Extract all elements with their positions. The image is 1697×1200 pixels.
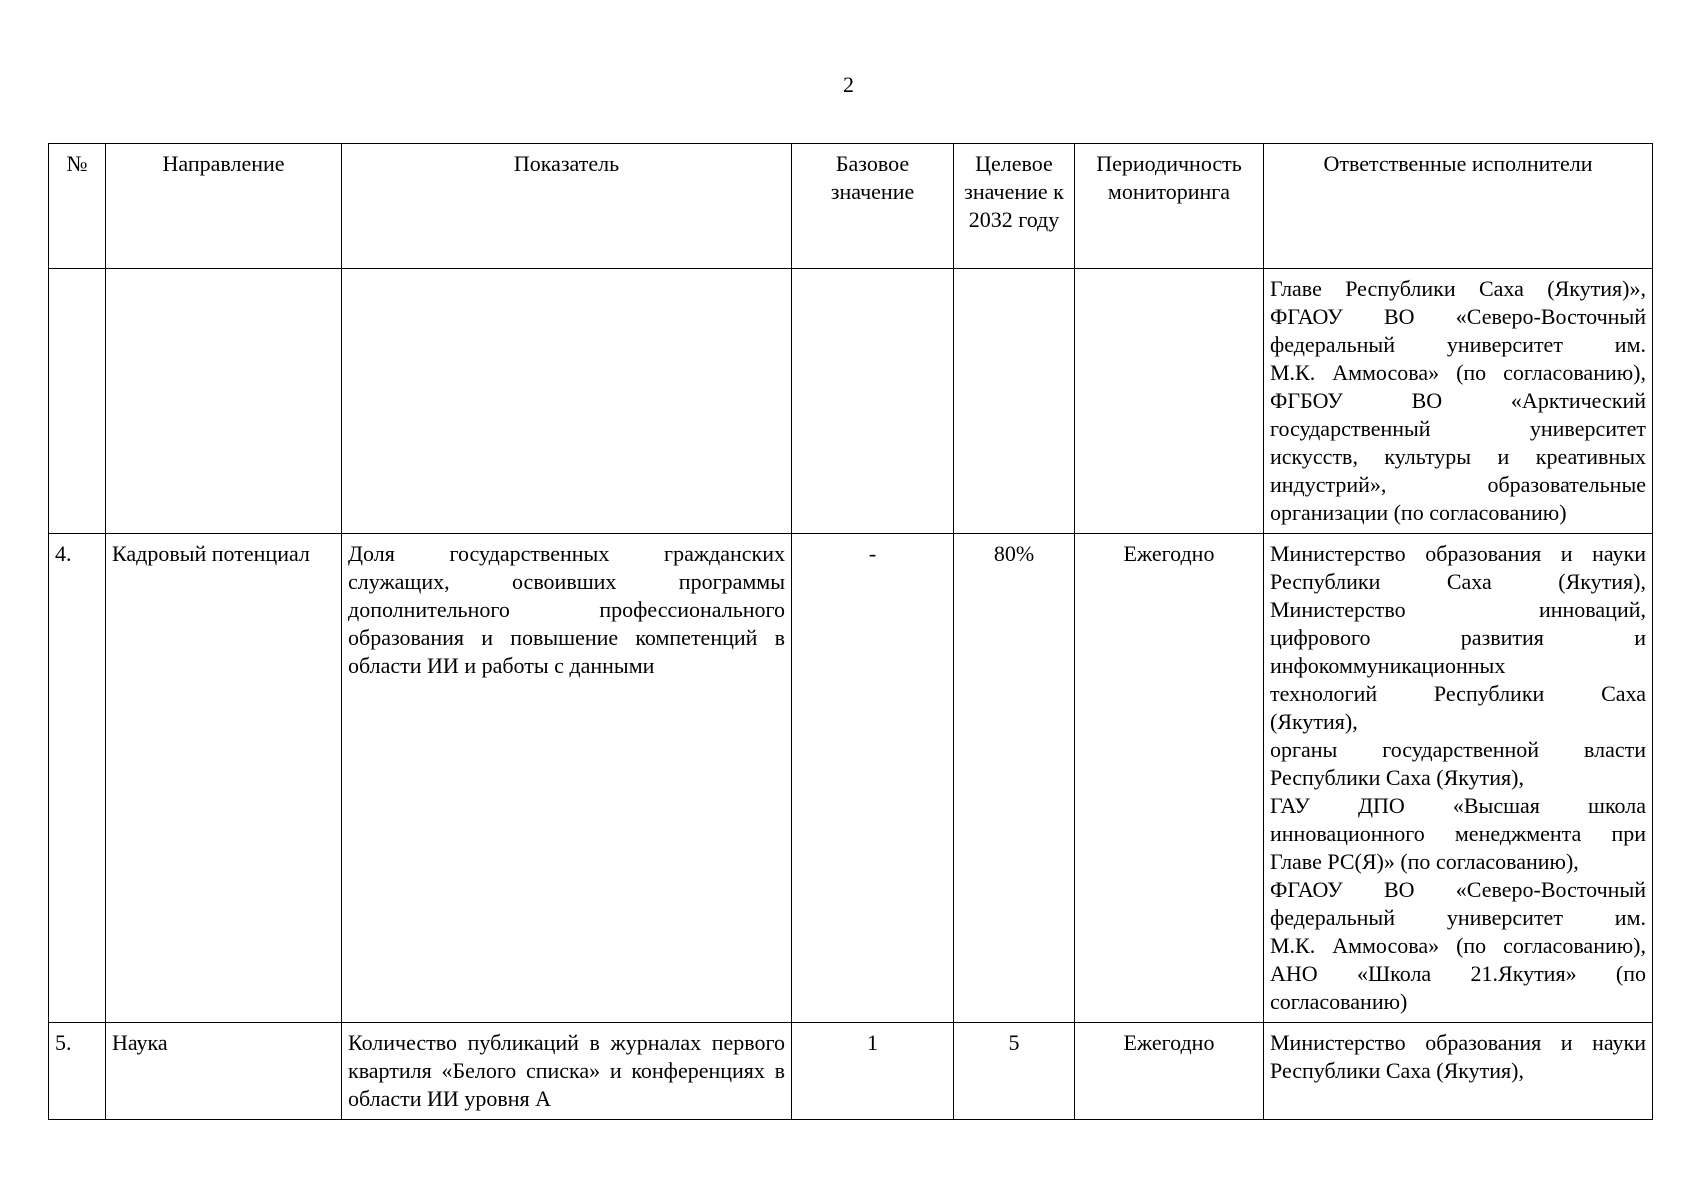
header-indicator: Показатель — [342, 144, 792, 269]
cell-period: Ежегодно — [1075, 1023, 1264, 1120]
executor-line: Министерство образования и науки — [1270, 1030, 1646, 1055]
cell-indicator: Количество публикаций в журналах первого квартиля «Белого списка» и конференциях в области ИИ уровня А — [342, 1023, 792, 1120]
cell-target — [954, 269, 1075, 534]
cell-target: 80% — [954, 534, 1075, 1023]
cell-executors — [1264, 269, 1653, 534]
executor-line: технологий Республики Саха — [1270, 681, 1646, 706]
cell-direction: Наука — [106, 1023, 342, 1120]
header-direction: Направление — [106, 144, 342, 269]
executor-line: согласованию) — [1270, 989, 1408, 1014]
cell-direction — [106, 269, 342, 534]
table-row-continued — [49, 269, 1653, 534]
executor-line: федеральный университет им. — [1270, 905, 1646, 930]
cell-indicator — [342, 269, 792, 534]
cell-period: Ежегодно — [1075, 534, 1264, 1023]
header-num: № — [49, 144, 106, 269]
header-period: Периодичность мониторинга — [1075, 144, 1264, 269]
cell-base: - — [792, 534, 954, 1023]
cell-num: 5. — [49, 1023, 106, 1120]
executor-line: ГАУ ДПО «Высшая школа — [1270, 793, 1646, 818]
executor-line: ФГАОУ ВО «Северо-Восточный — [1270, 304, 1646, 329]
header-base: Базовое значение — [792, 144, 954, 269]
header-target: Целевое значение к 2032 году — [954, 144, 1075, 269]
executor-line: Главе Республики Саха (Якутия)», — [1270, 276, 1646, 301]
executor-line: Министерство образования и науки — [1270, 541, 1646, 566]
cell-base: 1 — [792, 1023, 954, 1120]
executor-line: Республики Саха (Якутия), — [1270, 1058, 1524, 1083]
executor-line: М.К. Аммосова» (по согласованию), — [1270, 360, 1646, 385]
table-row-4 — [49, 534, 1653, 1023]
executor-line: индустрий», образовательные — [1270, 472, 1646, 497]
cell-executors — [1264, 1023, 1653, 1120]
cell-base — [792, 269, 954, 534]
executor-line: организации (по согласованию) — [1270, 500, 1567, 525]
cell-executors — [1264, 534, 1653, 1023]
executor-line: ФГАОУ ВО «Северо-Восточный — [1270, 877, 1646, 902]
table-row-5 — [49, 1023, 1653, 1120]
cell-num: 4. — [49, 534, 106, 1023]
executor-line: государственный университет — [1270, 416, 1646, 441]
page-number: 2 — [843, 72, 854, 97]
executor-line: органы государственной власти — [1270, 737, 1646, 762]
executor-line: Министерство инноваций, — [1270, 597, 1646, 622]
executor-line: АНО «Школа 21.Якутия» (по — [1270, 961, 1646, 986]
executor-line: искусств, культуры и креативных — [1270, 444, 1646, 469]
cell-direction: Кадровый потенциал — [106, 534, 342, 1023]
executor-line: Республики Саха (Якутия), — [1270, 569, 1646, 594]
executor-line: ФГБОУ ВО «Арктический — [1270, 388, 1646, 413]
executor-line: Главе РС(Я)» (по согласованию), — [1270, 849, 1579, 874]
executor-line: инфокоммуникационных — [1270, 653, 1506, 678]
executor-line: инновационного менеджмента при — [1270, 821, 1646, 846]
table-header-row — [49, 144, 1653, 269]
executor-line: цифрового развития и — [1270, 625, 1646, 650]
executor-line: (Якутия), — [1270, 709, 1358, 734]
header-executors: Ответственные исполнители — [1264, 144, 1653, 269]
cell-num — [49, 269, 106, 534]
cell-period — [1075, 269, 1264, 534]
cell-indicator: Доля государственных гражданских служащих, освоивших программы дополнительного профессионального образования и повышение компетенций в области ИИ и работы с данными — [342, 534, 792, 1023]
executor-line: Республики Саха (Якутия), — [1270, 765, 1524, 790]
cell-target: 5 — [954, 1023, 1075, 1120]
executor-line: М.К. Аммосова» (по согласованию), — [1270, 933, 1646, 958]
executor-line: федеральный университет им. — [1270, 332, 1646, 357]
indicators-table — [48, 143, 1653, 1120]
